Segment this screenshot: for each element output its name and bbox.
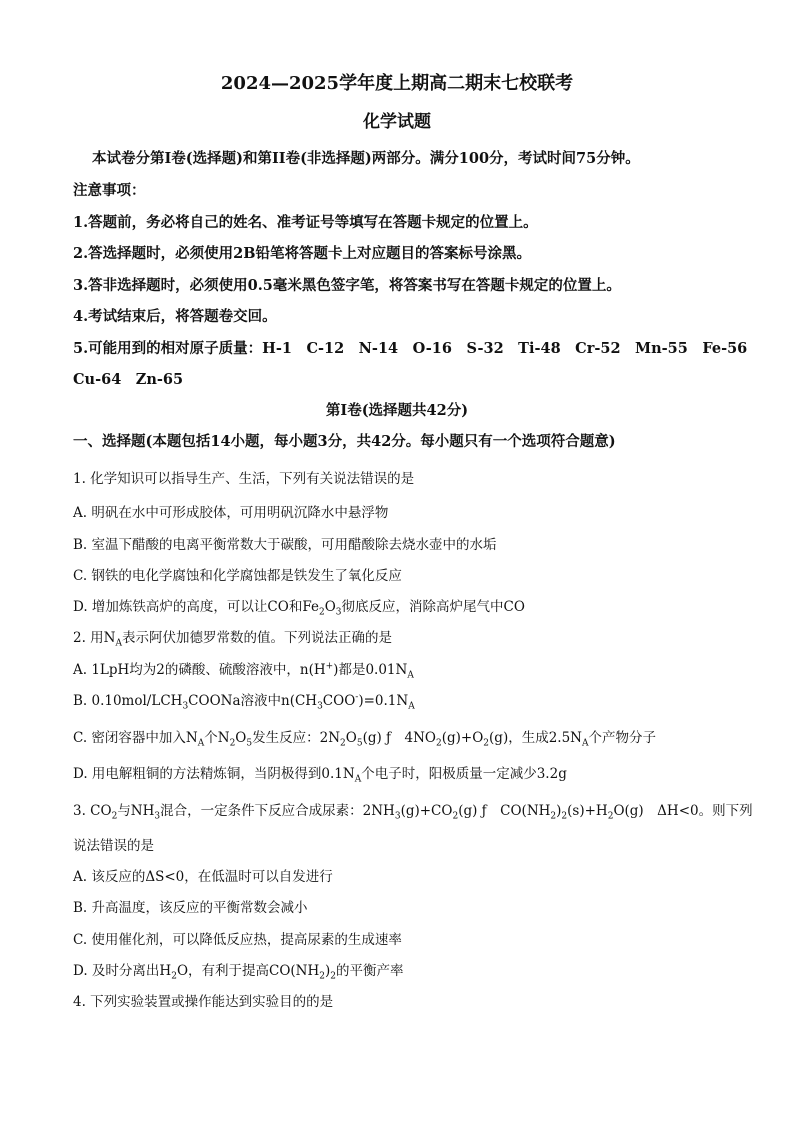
question-2-option-a: A. 1LpH均为2的磷酸、硫酸溶液中，n(H+)都是$0.01N_A$	[73, 661, 414, 681]
question-3-option-a: A. 该反应的ΔS<0，在低温时可以自发进行	[73, 869, 333, 885]
exam-title: 2024—2025学年度上期高二期末七校联考	[220, 73, 574, 94]
note-3: 3.答非选择题时，必须使用0.5毫米黑色签字笔，将答案书写在答题卡规定的位置上。	[73, 277, 621, 294]
question-3-option-b: B. 升高温度，该反应的平衡常数会减小	[73, 900, 308, 916]
question-1-option-c: C. 钢铁的电化学腐蚀和化学腐蚀都是铁发生了氧化反应	[73, 568, 402, 584]
question-1-option-a: A. 明矾在水中可形成胶体，可用明矾沉降水中悬浮物	[73, 505, 389, 521]
notes-heading: 注意事项：	[73, 182, 146, 199]
note-5: 5.可能用到的相对原子质量：H-1 C-12 N-14 O-16 S-32 Ti-48 Cr-52 Mn-55 Fe-56	[73, 340, 748, 357]
question-1-option-d: D. 增加炼铁高炉的高度，可以让CO和$Fe_2O_3$彻底反应，消除高炉尾气中CO	[73, 599, 525, 618]
question-1-stem: 1. 化学知识可以指导生产、生活，下列有关说法错误的是	[73, 471, 415, 487]
question-2-stem: 2. 用$N_A$表示阿伏加德罗常数的值。下列说法正确的是	[73, 630, 392, 649]
subject-title: 化学试题	[363, 112, 431, 132]
question-3-option-c: C. 使用催化剂，可以降低反应热，提高尿素的生成速率	[73, 932, 402, 948]
question-2-option-c: C. 密闭容器中加入$N_A$个$N_2O_5$发生反应：$2N_2O_5(g)$ ƒ $4NO_2(g)+O_2(g)$，生成$2.5N_A$个产物分子	[73, 730, 656, 749]
part-instructions: 一、选择题(本题包括14小题，每小题3分，共42分。每小题只有一个选项符合题意)	[73, 433, 616, 450]
question-4-stem: 4. 下列实验装置或操作能达到实验目的的是	[73, 994, 334, 1010]
question-3-stem-cont: 说法错误的是	[73, 838, 154, 854]
intro-text: 本试卷分第I卷(选择题)和第II卷(非选择题)两部分。满分100分，考试时间75分钟。	[92, 150, 640, 167]
section-title: 第I卷(选择题共42分)	[325, 402, 469, 419]
question-1-option-b: B. 室温下醋酸的电离平衡常数大于碳酸，可用醋酸除去烧水壶中的水垢	[73, 537, 497, 553]
question-3-option-d: D. 及时分离出$H_2O$，有利于提高$CO(NH_2)_2$的平衡产率	[73, 963, 404, 982]
question-3-stem: 3. $CO_2$与$NH_3$混合，一定条件下反应合成尿素：$2NH_3(g)+CO_2(g)$ ƒ $CO(NH_2)_2(s)+H_2O(g)$ ΔH<0。则下列	[73, 803, 753, 822]
note-1: 1.答题前，务必将自己的姓名、准考证号等填写在答题卡规定的位置上。	[73, 214, 538, 231]
question-2-option-b: B. $0.10mol/LCH_3COONa$溶液中$n(CH_3COO^-)=0.1N_A$	[73, 692, 415, 712]
note-2: 2.答选择题时，必须使用2B铅笔将答题卡上对应题目的答案标号涂黑。	[73, 245, 531, 262]
note-4: 4.考试结束后，将答题卷交回。	[73, 308, 277, 325]
note-5-cont: Cu-64 Zn-65	[73, 371, 184, 388]
question-2-option-d: D. 用电解粗铜的方法精炼铜，当阴极得到$0.1N_A$个电子时，阳极质量一定减少3.2g	[73, 766, 567, 785]
